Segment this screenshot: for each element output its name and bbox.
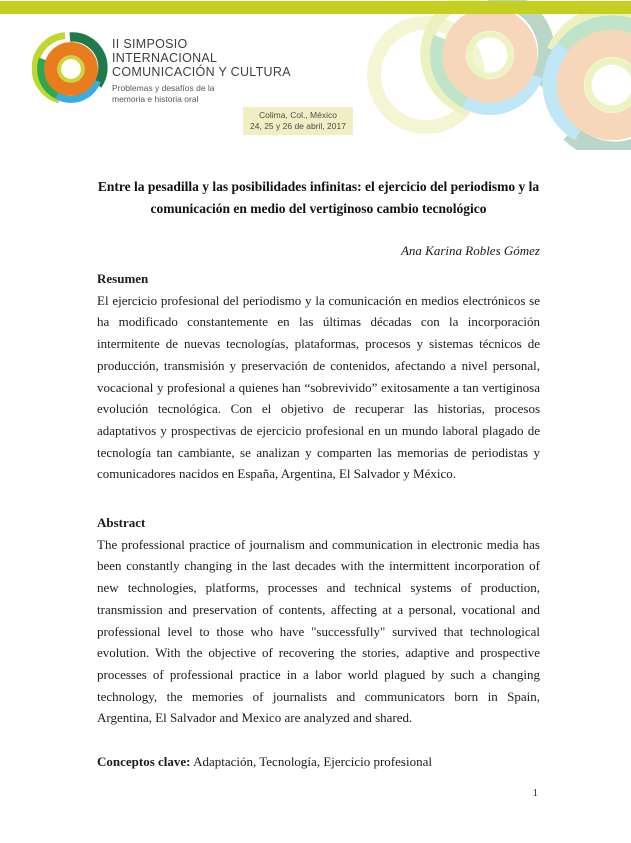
keywords-line [97, 751, 540, 773]
abstract-heading: Abstract [97, 515, 146, 531]
author-name: Ana Karina Robles Gómez [400, 243, 540, 258]
venue-date-box [243, 107, 353, 135]
symposium-header [112, 37, 291, 105]
symposium-rings-logo-icon [32, 30, 110, 108]
symposium-title-line: COMUNICACIÓN Y CULTURA [112, 65, 291, 79]
venue-dates: 24, 25 y 26 de abril, 2017 [250, 120, 346, 131]
symposium-subtitle-line: memoria e historia oral [112, 94, 199, 104]
symposium-title-line: II SIMPOSIO [112, 37, 188, 51]
article-content [0, 150, 631, 773]
resumen-paragraph: El ejercicio profesional del periodismo y la comunicación en medios electrónicos se ha modificado constantemente en las últimas décadas con la incorporación intermitente de nuevas tecnologías, plataformas, procesos y sistemas técnicos de producción, transmisión y preservación de contenidos, afectando a nivel personal, vocacional y profesional a quienes han “sobrevivido” exitosamente a tan vertiginosa evolución tecnológica. Con el objetivo de recuperar las historias, procesos adaptativos y prospectivas de ejercicio profesional en un mundo laboral plagado de tecnología tan cambiante, se analizan y comparten las memorias de periodistas y comunicadores nacidos en España, Argentina, El Salvador y México. [97, 292, 540, 482]
symposium-subtitle [112, 83, 291, 105]
symposium-title [112, 37, 291, 79]
paper-title-line: Entre la pesadilla y las posibilidades infinitas: el ejercicio del periodismo y la [97, 179, 540, 194]
symposium-title-line: INTERNACIONAL [112, 51, 218, 65]
symposium-subtitle-line: Problemas y desafíos de la [112, 83, 215, 93]
paper-title-line: comunicación en medio del vertiginoso cambio tecnológico [150, 201, 487, 216]
venue-location: Colima, Col., México [259, 110, 337, 120]
abstract-paragraph: The professional practice of journalism and communication in electronic media has been constantly changing in the last decades with the intermittent incorporation of new technologies, platforms, processes and technical systems of production, transmission and preservation of contents, affecting at a personal, vocational and professional level to those who have "successfully" survived that technological evolution. With the objective of recovering the stories, adaptive and prospective processes of professional practice in a labor world plagued by such a changing technology, the memories of journalists and communicators born in Spain, Argentina, El Salvador and Mexico are analyzed and shared. [97, 536, 540, 726]
page-number: 1 [532, 787, 538, 799]
resumen-heading: Resumen [97, 271, 149, 286]
top-accent-bar [0, 1, 631, 14]
keywords-label: Conceptos clave: [97, 754, 191, 770]
decorative-rings [331, 0, 631, 150]
paper-title [97, 176, 540, 220]
keywords-value: Adaptación, Tecnología, Ejercicio profesional [193, 754, 432, 770]
